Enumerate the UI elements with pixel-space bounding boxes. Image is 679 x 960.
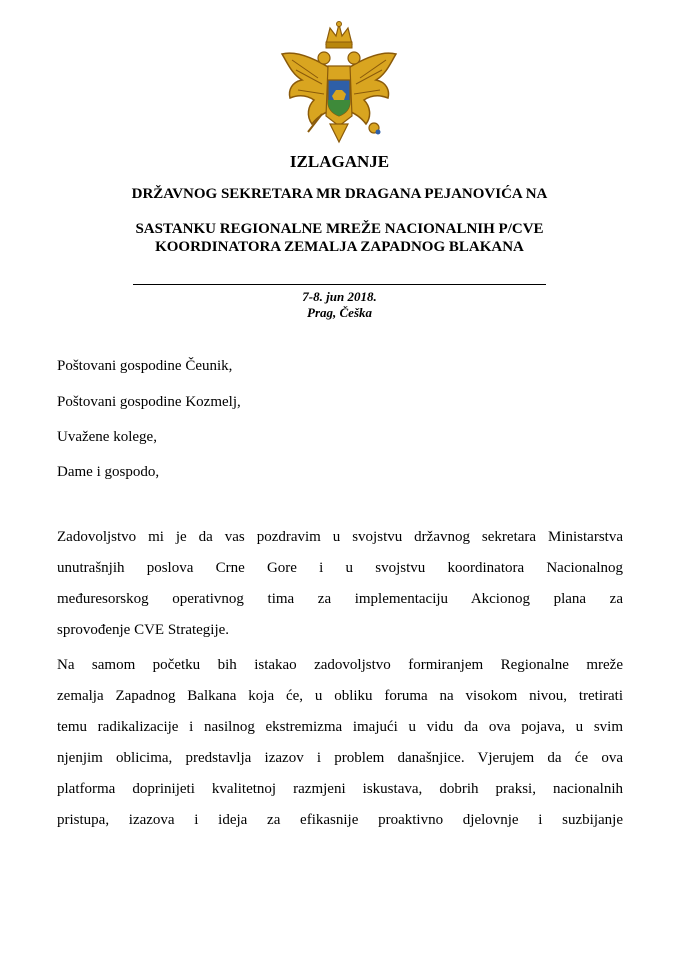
salutation-3: Uvažene kolege,: [57, 429, 157, 445]
paragraph-line: njenjim oblicima, predstavlja izazov i problem današnjice. Vjerujem da će ova: [57, 750, 623, 766]
salutation-2: Poštovani gospodine Kozmelj,: [57, 394, 241, 410]
date-place-block: [0, 289, 679, 321]
event-title-line-2: KOORDINATORA ZEMALJA ZAPADNOG BLAKANA: [155, 239, 524, 255]
paragraph-line: međuresorskog operativnog tima za implementaciju Akcionog plana za: [57, 591, 623, 607]
event-place: Prag, Češka: [307, 305, 372, 320]
salutation-4: Dame i gospodo,: [57, 464, 160, 480]
paragraph-line: platforma doprinijeti kvalitetnoj razmjeni iskustava, dobrih praksi, nacionalnih: [57, 781, 623, 797]
event-date: 7-8. jun 2018.: [302, 289, 377, 304]
event-title: [0, 220, 679, 256]
paragraph-2: [57, 650, 623, 836]
paragraph-line: zemalja Zapadnog Balkana koja će, u obliku foruma na visokom nivou, tretirati: [57, 688, 623, 704]
event-title-line-1: SASTANKU REGIONALNE MREŽE NACIONALNIH P/CVE: [135, 221, 544, 237]
document-title: IZLAGANJE: [289, 152, 390, 171]
paragraph-line: temu radikalizacije i nasilnog ekstremizma imajući u vidu da ova pojava, u svim: [57, 719, 623, 735]
salutation-1: Poštovani gospodine Čeunik,: [57, 358, 233, 374]
paragraph-line: Na samom početku bih istakao zadovoljstvo formiranjem Regionalne mreže: [57, 657, 623, 673]
paragraph-1: [57, 522, 623, 646]
title-divider: [133, 284, 546, 285]
paragraph-line: pristupa, izazova i ideja za efikasnije proaktivno djelovnje i suzbijanje: [57, 812, 623, 828]
document-subtitle: DRŽAVNOG SEKRETARA MR DRAGANA PEJANOVIĆA NA: [131, 186, 548, 202]
paragraph-line: sprovođenje CVE Strategije.: [57, 622, 230, 638]
paragraph-line: Zadovoljstvo mi je da vas pozdravim u svojstvu državnog sekretara Ministarstva: [57, 529, 623, 545]
paragraph-line: unutrašnjih poslova Crne Gore i u svojstvu koordinatora Nacionalnog: [57, 560, 623, 576]
coat-of-arms-icon: [278, 20, 400, 146]
